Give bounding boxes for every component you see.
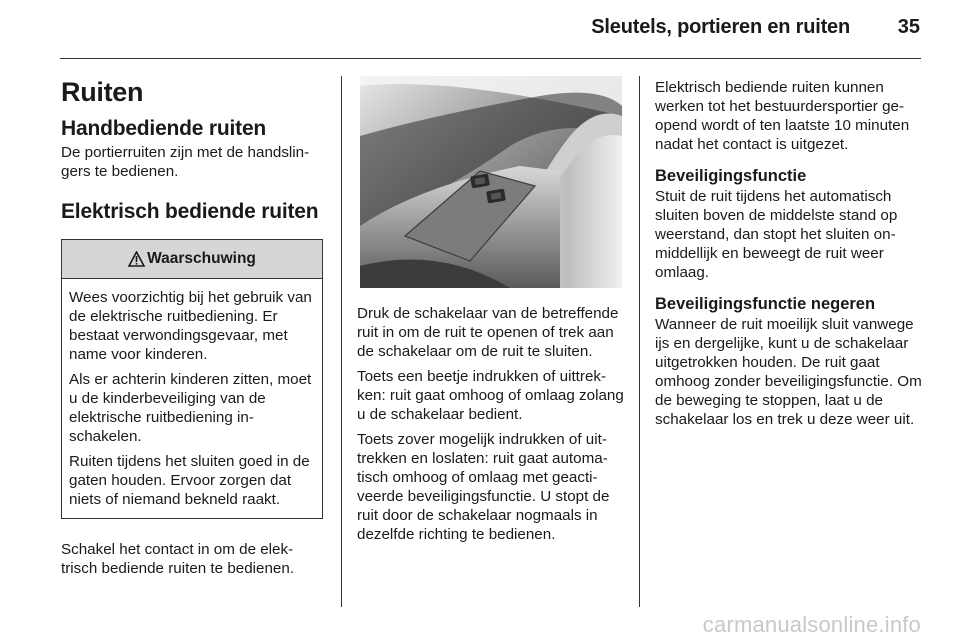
paragraph-switch: Druk de schakelaar van de betreffende ruit in om de ruit te openen of trek aan de schakelaar om de ruit te sluiten. — [357, 305, 619, 360]
paragraph-safety-override: Wanneer de ruit moeilijk sluit vanwege ijs en dergelijke, kunt u de schakelaar uitgetrokken houden. De ruit gaat omhoog zonder beveiligingsfunctie. Om de beweging te stoppen, laat u de schakelaar los en trek u deze weer uit. — [655, 316, 922, 428]
watermark: carmanualsonline.info — [702, 612, 921, 637]
heading-manual-windows: Handbediende ruiten — [61, 117, 267, 140]
paragraph-switch: Toets zover mogelijk indrukken of uittrekken en loslaten: ruit gaat automatisch omhoog of omlaag met geactiveerde beveiligingsfunctie. U stopt de ruit door de schakelaar nogmaals in dezelfde richting te bedienen. — [357, 431, 610, 543]
warning-title: Waarschuwing — [147, 250, 256, 267]
column-right — [655, 78, 923, 429]
heading-electric-windows: Elektrisch bediende ruiten — [61, 200, 319, 223]
warning-paragraph: Als er achterin kinderen zitten, moet u de kinderbeveiliging van de elektrische ruitbediening inschakelen. — [69, 371, 312, 445]
warning-body — [62, 279, 322, 518]
page-number: 35 — [897, 16, 920, 38]
door-panel-illustration — [360, 76, 622, 288]
paragraph-switch: Toets een beetje indrukken of uittrekken: ruit gaat omhoog of omlaag zolang u de schakelaar bedient. — [357, 368, 624, 423]
warning-paragraph: Ruiten tijdens het sluiten goed in de gaten houden. Ervoor zorgen dat niets of niemand bekneld raakt. — [69, 453, 310, 508]
paragraph-intro: Elektrisch bediende ruiten kunnen werken tot het bestuurdersportier geopend wordt of ten laatste 10 minuten nadat het contact is uitgezet. — [655, 79, 910, 153]
warning-triangle-icon — [128, 251, 145, 267]
paragraph-safety-function: Stuit de ruit tijdens het automatisch sluiten boven de middelste stand op weerstand, dan stopt het sluiten onmiddellijk en beweegt de ruit weer omlaag. — [655, 188, 898, 281]
warning-paragraph: Wees voorzichtig bij het gebruik van de elektrische ruitbediening. Er bestaat verwondingsgevaar, met name voor kinderen. — [69, 289, 312, 363]
column-middle — [357, 304, 625, 544]
running-header-title: Sleutels, portieren en ruiten — [591, 16, 850, 38]
header-rule — [60, 58, 921, 59]
warning-box — [61, 239, 323, 519]
paragraph-ignition: Schakel het contact in om de elektrisch bediende ruiten te bedienen. — [61, 541, 295, 577]
column-divider-left — [341, 76, 342, 607]
warning-header — [62, 240, 322, 279]
paragraph-manual-windows: De portierruiten zijn met de handslingers te bedienen. — [61, 144, 310, 180]
section-heading-ruiten: Ruiten — [61, 77, 144, 107]
column-left — [61, 66, 327, 578]
heading-safety-override: Beveiligingsfunctie negeren — [655, 295, 876, 313]
door-window-switch-photo — [360, 76, 622, 288]
column-divider-right — [639, 76, 640, 607]
heading-safety-function: Beveiligingsfunctie — [655, 167, 807, 185]
